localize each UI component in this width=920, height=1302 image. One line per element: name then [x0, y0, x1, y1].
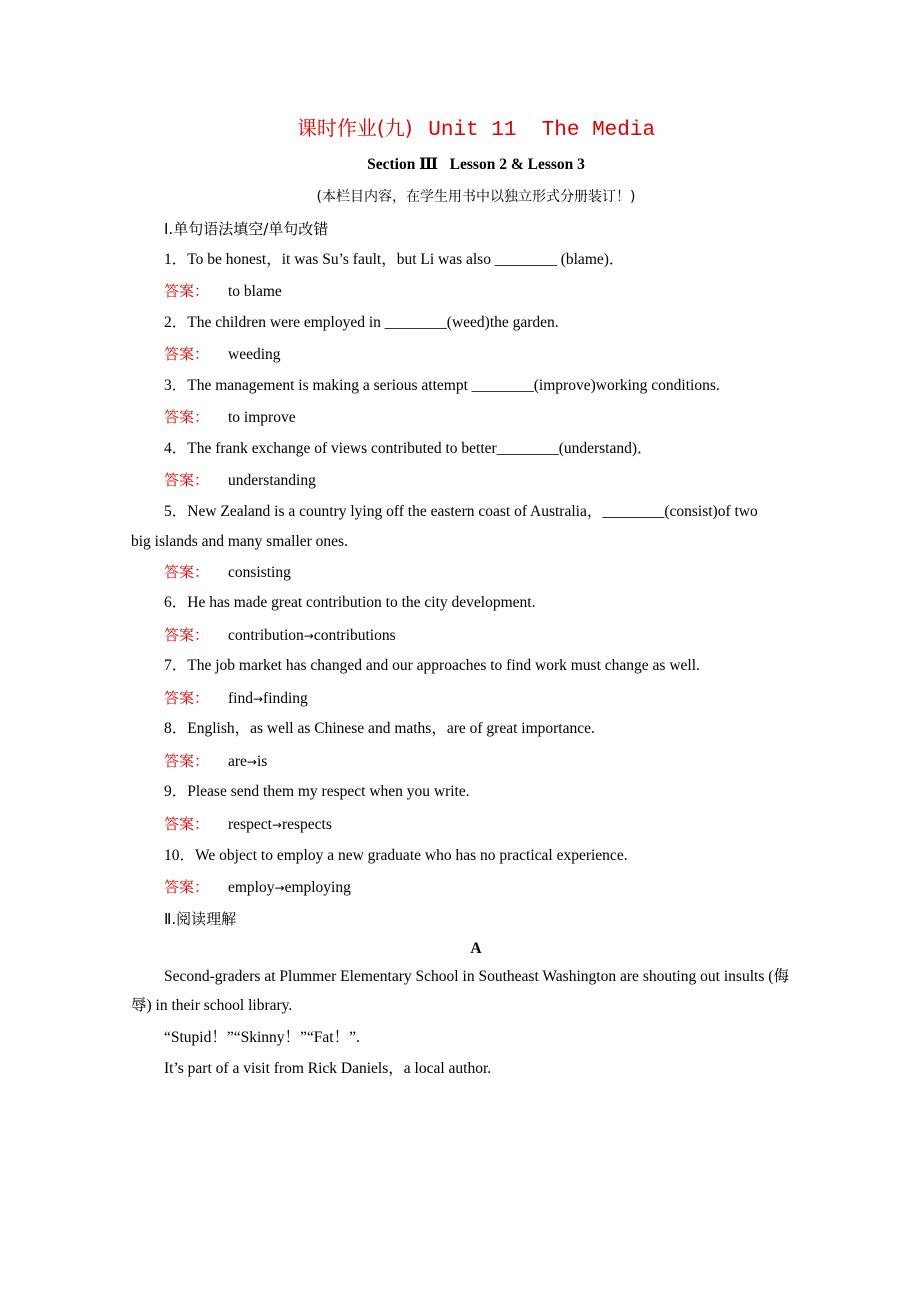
answer-label: 答案：	[164, 815, 210, 833]
question-9: 9．Please send them my respect when you write.	[164, 783, 470, 800]
right-arrow-icon: →	[246, 755, 257, 769]
right-arrow-icon: →	[303, 629, 314, 643]
answer-5	[164, 562, 291, 583]
passage-paragraph-3: It’s part of a visit from Rick Daniels，a local author.	[164, 1060, 492, 1077]
question-1: 1．To be honest，it was Su’s fault，but Li was also ________ (blame)．	[164, 251, 625, 268]
question-5: 5．New Zealand is a country lying off the eastern coast of Australia，________(consist)of two	[164, 503, 758, 520]
answer-label: 答案：	[164, 408, 210, 426]
answer-label: 答案：	[164, 689, 210, 707]
question-4: 4．The frank exchange of views contributed to better________(understand)．	[164, 440, 653, 457]
section1-heading: Ⅰ.单句语法填空/单句改错	[164, 220, 329, 238]
question-10: 10．We object to employ a new graduate who has no practical experience.	[164, 847, 628, 864]
binding-note: (本栏目内容，在学生用书中以独立形式分册装订！)	[316, 189, 636, 205]
answer-text: understanding	[228, 472, 316, 489]
answer-label: 答案：	[164, 563, 210, 581]
answer-text: weeding	[228, 346, 281, 363]
answer-original: employ	[228, 879, 275, 896]
answer-1	[164, 281, 282, 302]
answer-label: 答案：	[164, 752, 210, 770]
question-5-continued: big islands and many smaller ones.	[131, 533, 348, 550]
answer-6	[164, 625, 396, 646]
answer-original: find	[228, 690, 253, 707]
answer-label: 答案：	[164, 345, 210, 363]
title-chinese: 课时作业(九)	[296, 116, 413, 140]
answer-text: to improve	[228, 409, 296, 426]
question-3: 3．The management is making a serious attempt ________(improve)working conditions.	[164, 377, 720, 394]
answer-original: contribution	[228, 627, 304, 644]
answer-label: 答案：	[164, 471, 210, 489]
question-6: 6．He has made great contribution to the city development.	[164, 594, 536, 611]
title-english: Unit 11 The Media	[428, 119, 656, 142]
right-arrow-icon: →	[274, 881, 285, 895]
passage-paragraph-2: “Stupid！”“Skinny！”“Fat！”.	[164, 1029, 360, 1046]
passage-paragraph-1: Second-graders at Plummer Elementary School in Southeast Washington are shouting out insults (侮辱) in their school library.	[131, 968, 789, 1014]
answer-9	[164, 814, 332, 835]
answer-label: 答案：	[164, 878, 210, 896]
answer-corrected: finding	[263, 690, 308, 707]
answer-label: 答案：	[164, 626, 210, 644]
answer-original: are	[228, 753, 247, 770]
question-2: 2．The children were employed in ________(weed)the garden.	[164, 314, 559, 331]
page-title	[0, 112, 920, 142]
answer-corrected: employing	[284, 879, 351, 896]
answer-corrected: contributions	[313, 627, 396, 644]
answer-8	[164, 751, 267, 772]
answer-10	[164, 877, 351, 898]
right-arrow-icon: →	[271, 818, 282, 832]
answer-corrected: is	[256, 753, 268, 770]
answer-text: to blame	[228, 283, 282, 300]
answer-3	[164, 407, 296, 428]
section-subtitle: Section Ⅲ Lesson 2 & Lesson 3	[367, 156, 585, 173]
section2-heading: Ⅱ.阅读理解	[164, 910, 237, 928]
answer-label: 答案：	[164, 282, 210, 300]
answer-4	[164, 470, 316, 491]
answer-corrected: respects	[281, 816, 332, 833]
answer-7	[164, 688, 308, 709]
question-7: 7．The job market has changed and our approaches to find work must change as well.	[164, 657, 700, 674]
answer-2	[164, 344, 281, 365]
right-arrow-icon: →	[252, 692, 264, 706]
question-8: 8．English，as well as Chinese and maths，are of great importance.	[164, 720, 595, 737]
answer-text: consisting	[228, 564, 291, 581]
answer-original: respect	[228, 816, 272, 833]
passage-label: A	[470, 940, 482, 957]
